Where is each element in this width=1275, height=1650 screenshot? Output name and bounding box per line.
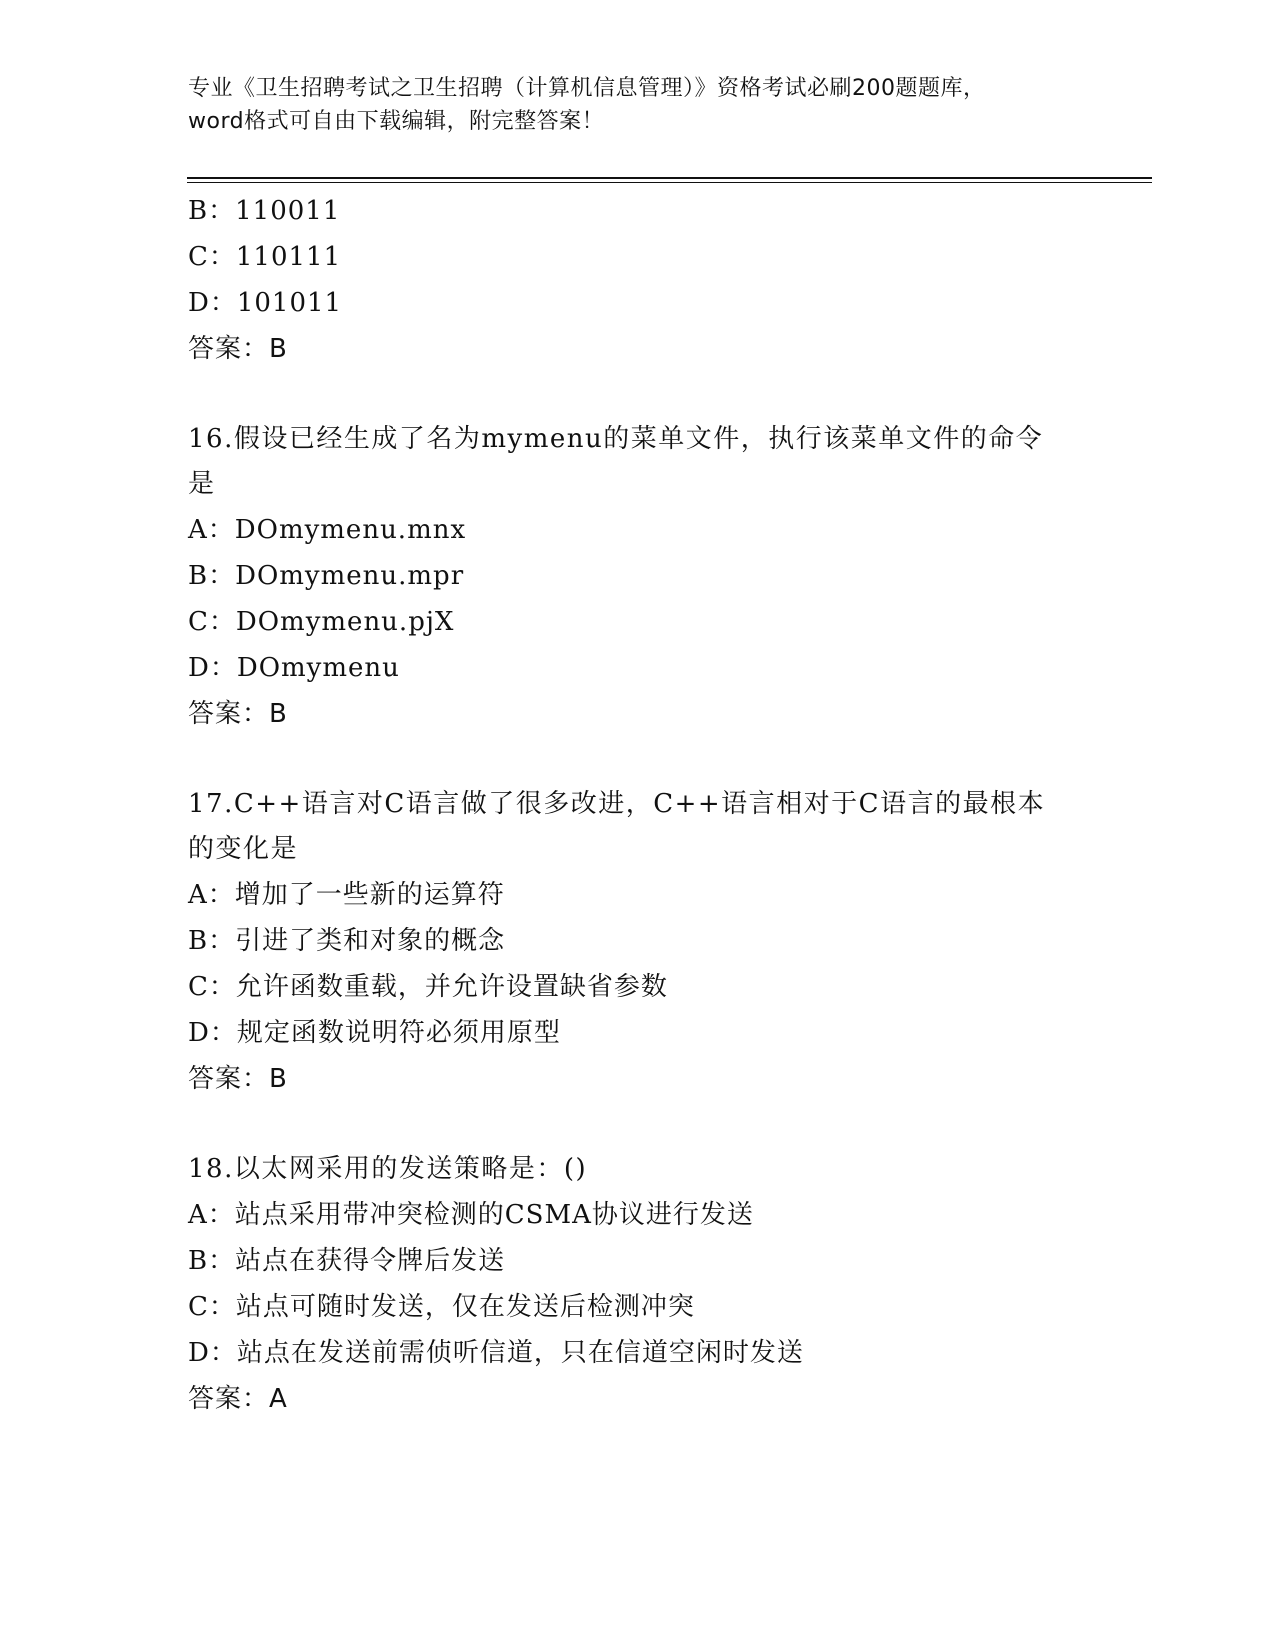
header-title-line-2: word格式可自由下载编辑，附完整答案！	[188, 109, 605, 134]
answer-line: 答案：A	[188, 1384, 288, 1414]
option-b: B：站点在获得令牌后发送	[188, 1246, 506, 1276]
question-text: 18.以太网采用的发送策略是：()	[188, 1154, 588, 1184]
header-divider-thick	[187, 177, 1152, 179]
option-b: B：引进了类和对象的概念	[188, 926, 506, 956]
option-d: D：101011	[188, 288, 343, 318]
question-15-tail	[188, 188, 1088, 372]
question-16	[188, 417, 1088, 737]
question-17	[188, 782, 1088, 1102]
option-d: D：站点在发送前需侦听信道，只在信道空闲时发送	[188, 1338, 804, 1368]
header-title-line-1: 专业《卫生招聘考试之卫生招聘（计算机信息管理）》资格考试必刷200题题库，	[188, 76, 986, 101]
answer-line: 答案：B	[188, 699, 288, 729]
option-c: C：站点可随时发送，仅在发送后检测冲突	[188, 1292, 695, 1322]
option-a: A：DOmymenu.mnx	[188, 515, 467, 545]
document-header	[188, 72, 1088, 138]
question-spacer	[188, 737, 1088, 782]
question-spacer	[188, 1102, 1088, 1147]
question-18	[188, 1147, 1088, 1422]
option-a: A：站点采用带冲突检测的CSMA协议进行发送	[188, 1200, 754, 1230]
option-d: D：DOmymenu	[188, 653, 400, 683]
answer-line: 答案：B	[188, 334, 288, 364]
answer-line: 答案：B	[188, 1064, 288, 1094]
option-a: A：增加了一些新的运算符	[188, 880, 505, 910]
option-c: C：110111	[188, 242, 342, 272]
option-d: D：规定函数说明符必须用原型	[188, 1018, 561, 1048]
option-b: B：DOmymenu.mpr	[188, 561, 465, 591]
option-c: C：允许函数重载，并允许设置缺省参数	[188, 972, 668, 1002]
question-list	[188, 188, 1088, 1422]
question-spacer	[188, 372, 1088, 417]
question-text: 16.假设已经生成了名为mymenu的菜单文件，执行该菜单文件的命令是	[188, 424, 1044, 499]
question-text: 17.C++语言对C语言做了很多改进，C++语言相对于C语言的最根本的变化是	[188, 789, 1046, 864]
option-c: C：DOmymenu.pjX	[188, 607, 455, 637]
header-divider-thin	[187, 182, 1152, 183]
option-b: B：110011	[188, 196, 341, 226]
